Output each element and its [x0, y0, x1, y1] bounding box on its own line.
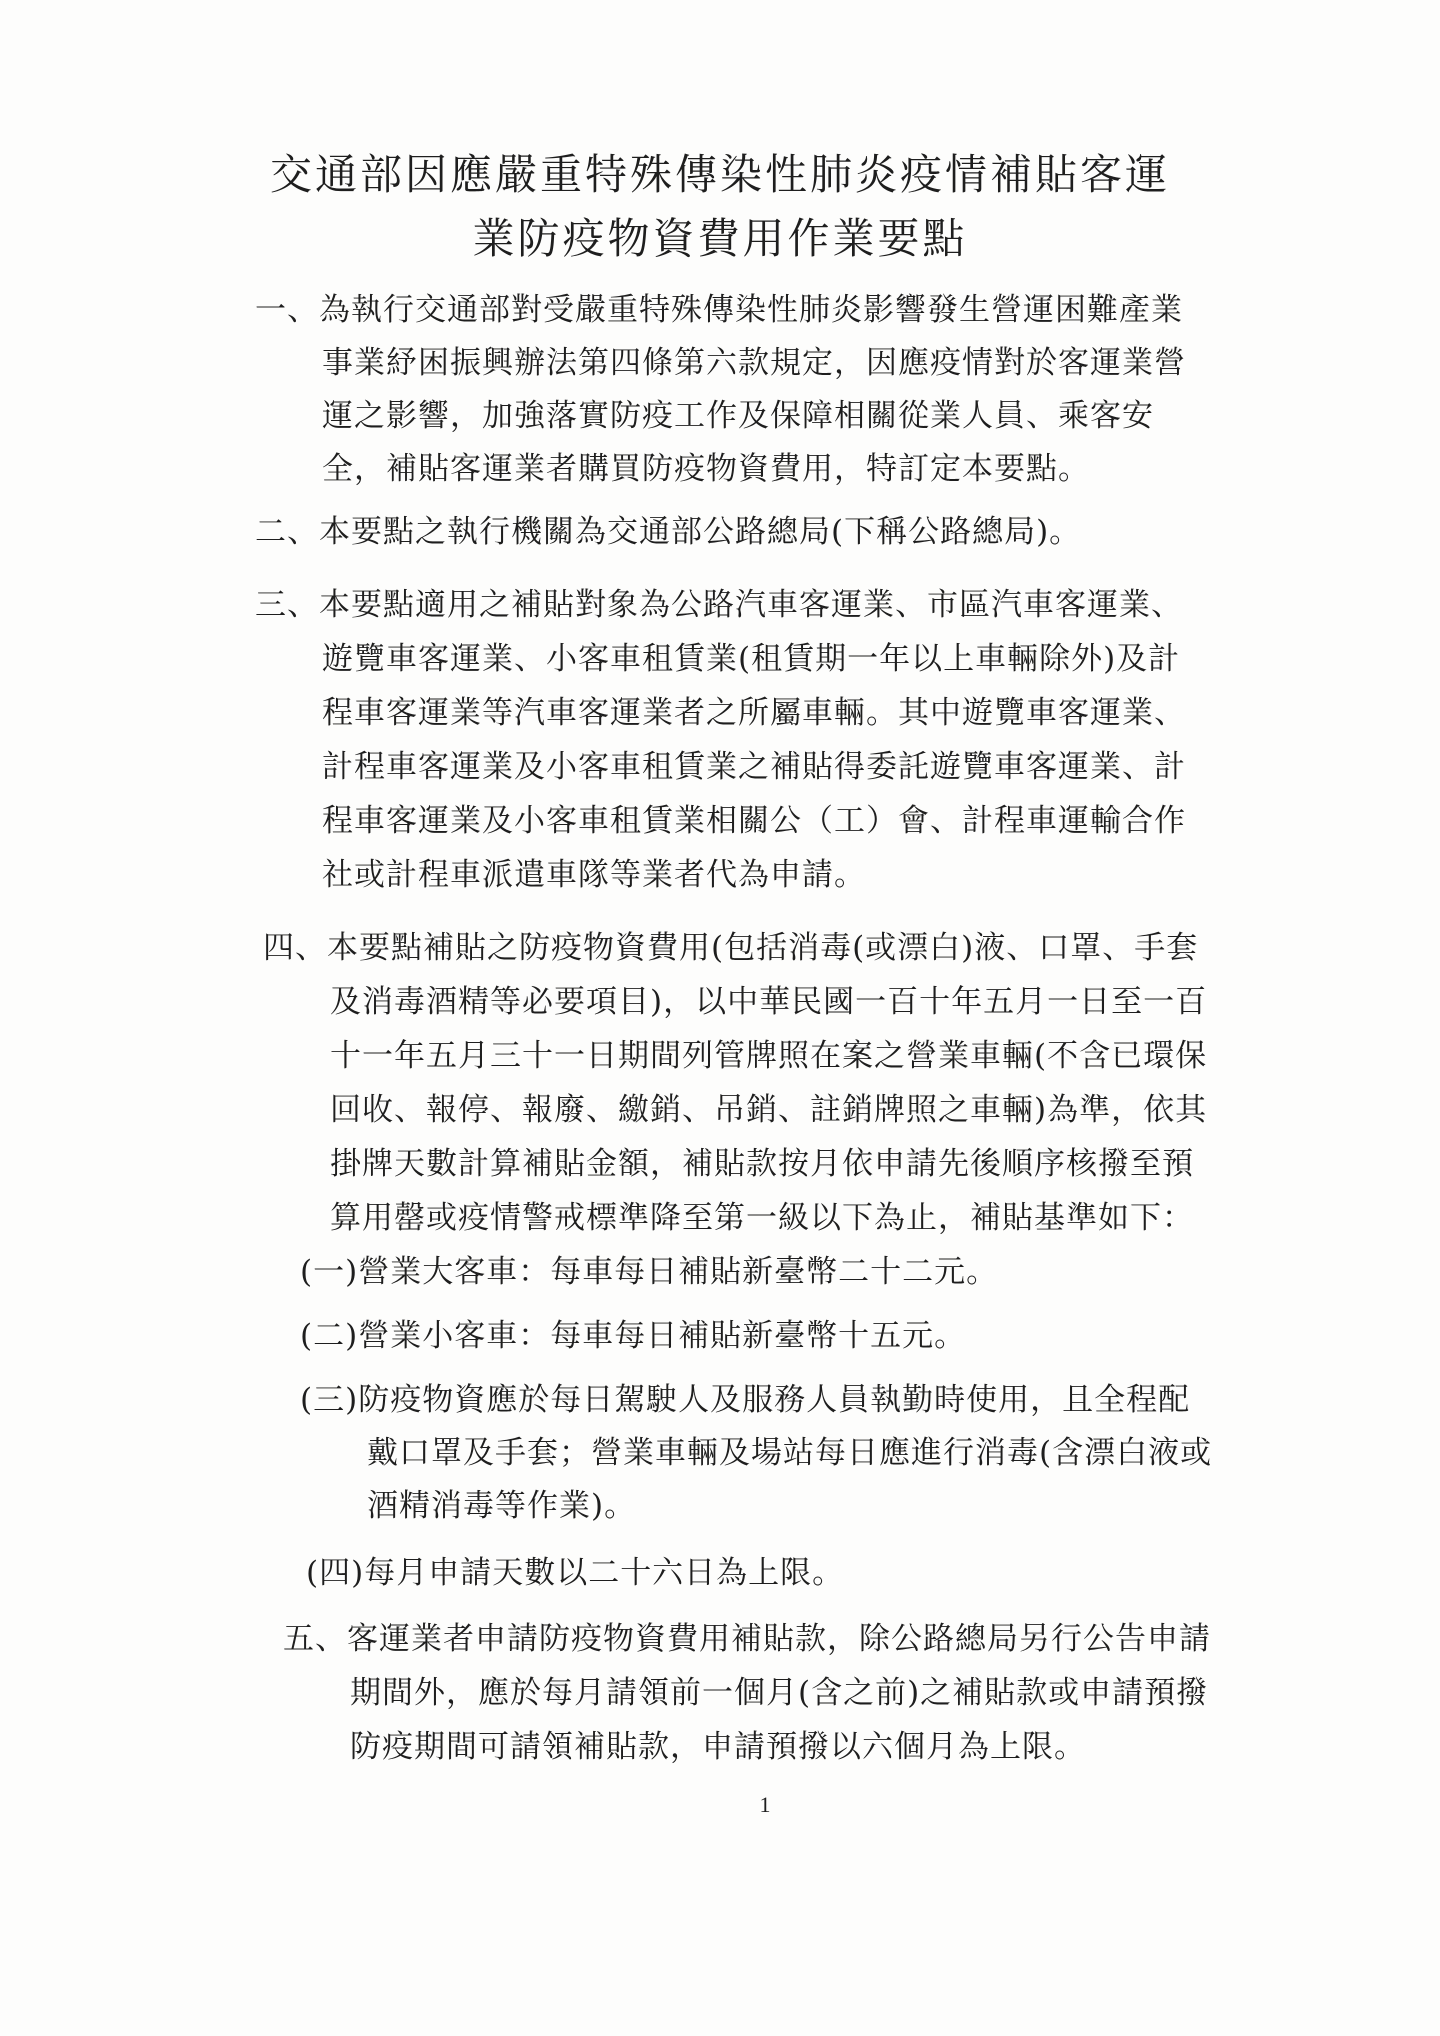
subitem-2-line-1: (二)營業小客車：每車每日補貼新臺幣十五元。: [300, 1318, 967, 1354]
section-3-line-6: 社或計程車派遣車隊等業者代為申請。: [322, 857, 866, 893]
subitem-1-line-1: (一)營業大客車：每車每日補貼新臺幣二十二元。: [300, 1254, 999, 1290]
section-4-line-2: 及消毒酒精等必要項目)，以中華民國一百十年五月一日至一百: [330, 984, 1208, 1020]
section-4-line-5: 掛牌天數計算補貼金額，補貼款按月依申請先後順序核撥至預: [330, 1146, 1194, 1182]
section-1-line-3: 運之影響，加強落實防疫工作及保障相關從業人員、乘客安: [322, 398, 1154, 434]
section-3-line-1: 三、本要點適用之補貼對象為公路汽車客運業、市區汽車客運業、: [255, 587, 1183, 623]
section-4-line-6: 算用罄或疫情警戒標準降至第一級以下為止，補貼基準如下：: [330, 1200, 1194, 1236]
section-4-line-4: 回收、報停、報廢、繳銷、吊銷、註銷牌照之車輛)為準，依其: [330, 1092, 1208, 1128]
subitem-3-line-2: 戴口罩及手套；營業車輛及場站每日應進行消毒(含漂白液或: [367, 1435, 1213, 1471]
document-title-line-1: 交通部因應嚴重特殊傳染性肺炎疫情補貼客運: [269, 150, 1170, 199]
page-number: 1: [759, 1792, 771, 1817]
section-2-line-1: 二、本要點之執行機關為交通部公路總局(下稱公路總局)。: [255, 514, 1082, 550]
section-1-line-1: 一、為執行交通部對受嚴重特殊傳染性肺炎影響發生營運困難產業: [255, 292, 1183, 328]
section-5-line-1: 五、客運業者申請防疫物資費用補貼款，除公路總局另行公告申請: [283, 1621, 1211, 1657]
section-4-line-3: 十一年五月三十一日期間列管牌照在案之營業車輛(不含已環保: [330, 1038, 1208, 1074]
section-3-line-3: 程車客運業等汽車客運業者之所屬車輛。其中遊覽車客運業、: [322, 695, 1186, 731]
subitem-4-line-1: (四)每月申請天數以二十六日為上限。: [306, 1555, 845, 1591]
section-3-line-2: 遊覽車客運業、小客車租賃業(租賃期一年以上車輛除外)及計: [322, 641, 1181, 677]
subitem-3-line-3: 酒精消毒等作業)。: [367, 1488, 637, 1524]
section-1-line-4: 全，補貼客運業者購買防疫物資費用，特訂定本要點。: [322, 451, 1090, 487]
section-5-line-3: 防疫期間可請領補貼款，申請預撥以六個月為上限。: [350, 1729, 1086, 1765]
subitem-3-line-1: (三)防疫物資應於每日駕駛人及服務人員執勤時使用，且全程配: [300, 1382, 1191, 1418]
section-1-line-2: 事業紓困振興辦法第四條第六款規定，因應疫情對於客運業營: [322, 345, 1186, 381]
section-4-line-1: 四、本要點補貼之防疫物資費用(包括消毒(或漂白)液、口罩、手套: [263, 930, 1199, 966]
section-3-line-4: 計程車客運業及小客車租賃業之補貼得委託遊覽車客運業、計: [322, 749, 1186, 785]
document-title-line-2: 業防疫物資費用作業要點: [472, 214, 968, 263]
section-5-line-2: 期間外，應於每月請領前一個月(含之前)之補貼款或申請預撥: [350, 1675, 1209, 1711]
section-3-line-5: 程車客運業及小客車租賃業相關公（工）會、計程車運輸合作: [322, 803, 1186, 839]
